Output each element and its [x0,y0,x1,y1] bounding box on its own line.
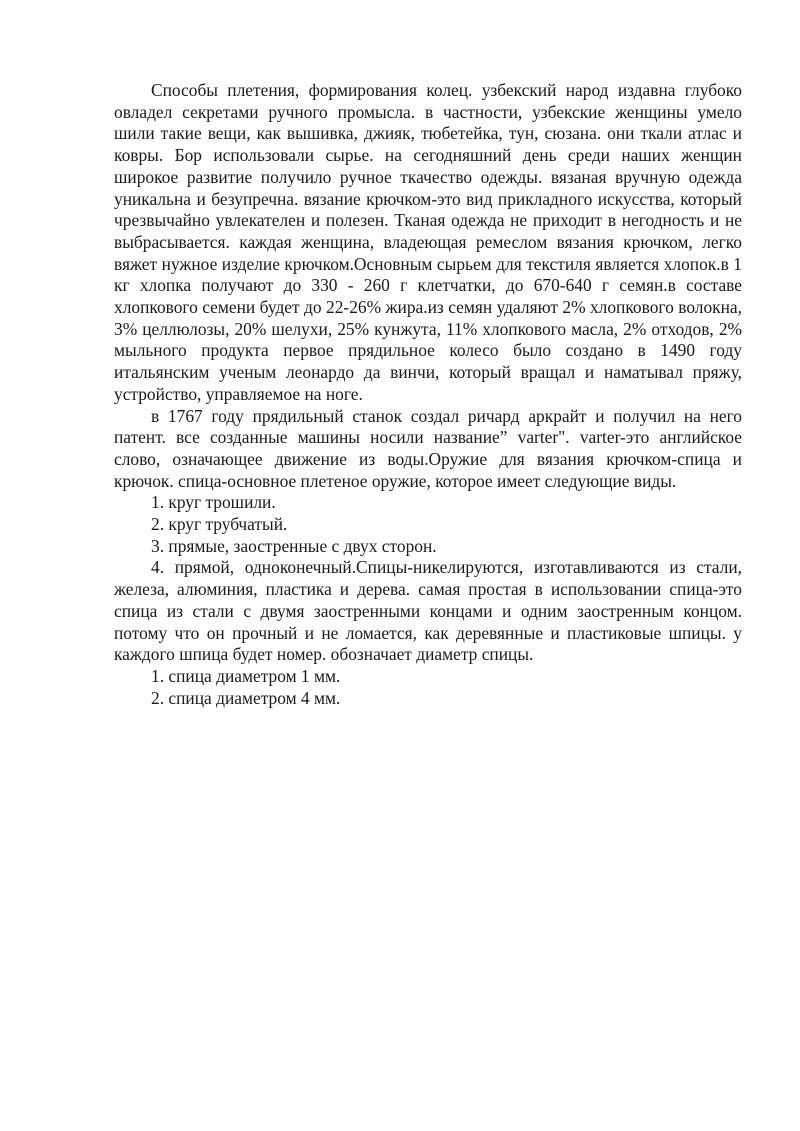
list-item-circle-troshili: 1. круг трошили. [151,492,276,513]
list-item-needle-1mm: 1. спица диаметром 1 мм. [151,665,341,686]
document-body [114,80,742,709]
list-item-straight-double: 3. прямые, заостренные с двух сторон. [151,535,437,556]
list-item-circle-tubular: 2. круг трубчатый. [151,514,288,535]
paragraph-spinning-machine: в 1767 году прядильный станок создал ричард аркрайт и получил на него патент. все созданные машины носили название” varter". varter-это английское слово, означающее движение из воды.Оружие для вязания крючком-спица и крючок. спица-основное плетеное оружие, которое имеет следующие виды. [114,405,742,491]
list-item-needle-4mm: 2. спица диаметром 4 мм. [151,687,341,708]
paragraph-intro: Способы плетения, формирования колец. узбекский народ издавна глубоко овладел секретами ручного промысла. в частности, узбекские женщины умело шили такие вещи, как вышивка, джияк, тюбетейка, тун, сюзана. они ткали атлас и ковры. Бор использовали сырье. на сегодняшний день среди наших женщин широкое развитие получило ручное ткачество одежды. вязаная вручную одежда уникальна и безупречна. вязание крючком-это вид прикладного искусства, который чрезвычайно увлекателен и полезен. Тканая одежда не приходит в негодность и не выбрасывается. каждая женщина, владеющая ремеслом вязания крючком, легко вяжет нужное изделие крючком.Основным сырьем для текстиля является хлопок.в 1 кг хлопка получают до 330 - 260 г клетчатки, до 670-640 г семян.в составе хлопкового семени будет до 22-26% жира.из семян удаляют 2% хлопкового волокна, 3% целлюлозы, 20% шелухи, 25% кунжута, 11% хлопкового масла, 2% отходов, 2% мыльного продукта первое прядильное колесо было создано в 1490 году итальянским ученым леонардо да винчи, который вращал и наматывал пряжу, устройство, управляемое на ноге. [114,80,742,404]
paragraph-straight-single: 4. прямой, одноконечный.Спицы-никелируются, изготавливаются из стали, железа, алюминия, пластика и дерева. самая простая в использовании спица-это спица из стали с двумя заостренными концами и одним заостренным концом. потому что он прочный и не ломается, как деревянные и пластиковые шпицы. у каждого шпица будет номер. обозначает диаметр спицы. [114,557,742,665]
